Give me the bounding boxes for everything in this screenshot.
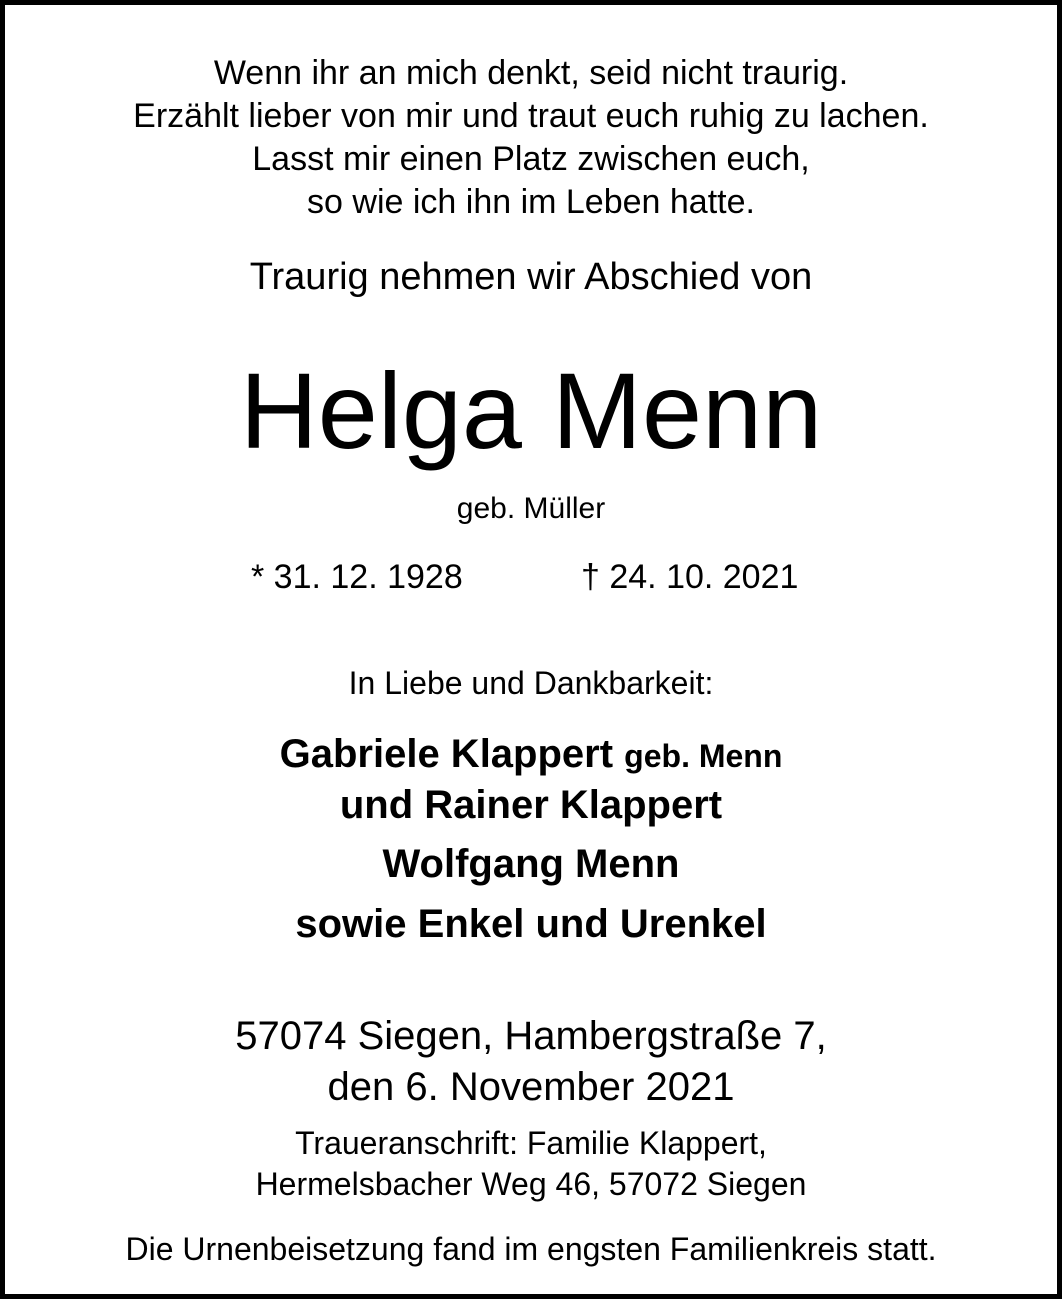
poem-line-2: Erzählt lieber von mir und traut euch ruhig zu lachen. bbox=[133, 97, 929, 135]
maiden-name: geb. Müller bbox=[456, 492, 606, 525]
closing-note: Die Urnenbeisetzung fand im engsten Familienkreis statt. bbox=[125, 1231, 937, 1267]
mourning-address-line-2: Hermelsbacher Weg 46, 57072 Siegen bbox=[255, 1166, 807, 1202]
deceased-name: Helga Menn bbox=[239, 350, 823, 471]
mourner-1-maiden: geb. Menn bbox=[624, 738, 783, 774]
date-line: den 6. November 2021 bbox=[327, 1065, 735, 1109]
mourners-heading: In Liebe und Dankbarkeit: bbox=[348, 665, 714, 701]
mourner-1-name: Gabriele Klappert bbox=[279, 732, 614, 776]
poem-line-3: Lasst mir einen Platz zwischen euch, bbox=[252, 140, 810, 178]
mourner-line-3: Wolfgang Menn bbox=[382, 842, 680, 886]
mourner-line-1 bbox=[5, 734, 1057, 774]
poem-line-4: so wie ich ihn im Leben hatte. bbox=[307, 183, 755, 221]
mourner-line-4: sowie Enkel und Urenkel bbox=[295, 902, 767, 946]
birth-date: * 31. 12. 1928 bbox=[251, 558, 463, 596]
farewell-intro: Traurig nehmen wir Abschied von bbox=[249, 256, 813, 298]
mourning-address-line-1: Traueranschrift: Familie Klappert, bbox=[295, 1125, 767, 1161]
death-date: † 24. 10. 2021 bbox=[581, 558, 799, 596]
mourner-line-2: und Rainer Klappert bbox=[339, 783, 723, 827]
poem-line-1: Wenn ihr an mich denkt, seid nicht traurig. bbox=[213, 54, 849, 92]
place-line: 57074 Siegen, Hambergstraße 7, bbox=[235, 1014, 827, 1058]
